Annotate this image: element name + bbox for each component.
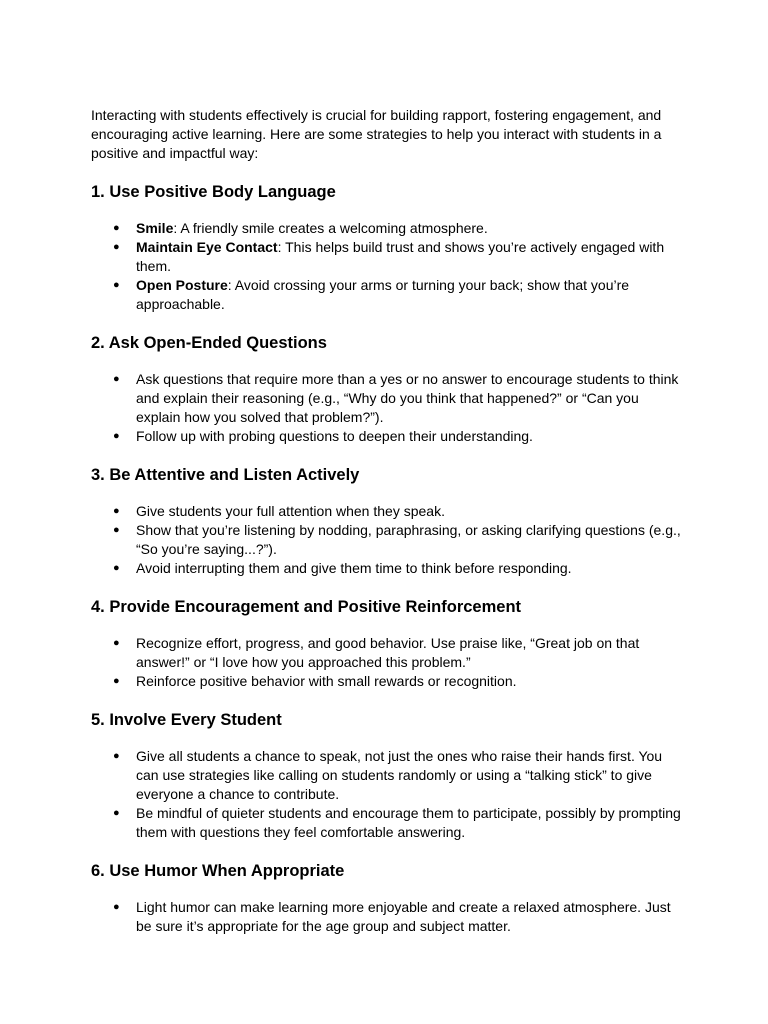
bullet-icon: ● <box>113 901 120 913</box>
list-item <box>91 502 681 521</box>
list-item <box>91 672 681 691</box>
item-text: Be mindful of quieter students and encourage them to participate, possibly by prompting them with questions they feel comfortable answering. <box>136 805 681 840</box>
bullet-list <box>91 502 681 578</box>
list-item <box>91 521 681 559</box>
bullet-list <box>91 370 681 446</box>
list-item <box>91 238 681 276</box>
bullet-icon: ● <box>113 750 120 762</box>
bullet-icon: ● <box>113 222 120 234</box>
item-text: Follow up with probing questions to deepen their understanding. <box>136 428 533 444</box>
item-term: Smile <box>136 220 174 236</box>
item-term: Open Posture <box>136 277 228 293</box>
bullet-icon: ● <box>113 373 120 385</box>
bullet-list <box>91 747 681 842</box>
section-heading: 1. Use Positive Body Language <box>91 183 336 201</box>
bullet-list <box>91 898 681 936</box>
list-item <box>91 276 681 314</box>
list-item <box>91 804 681 842</box>
bullet-icon: ● <box>113 430 120 442</box>
list-item <box>91 427 681 446</box>
bullet-list <box>91 219 681 314</box>
item-text: Give students your full attention when they speak. <box>136 503 445 519</box>
bullet-list <box>91 634 681 691</box>
item-text: : A friendly smile creates a welcoming atmosphere. <box>173 220 488 236</box>
item-text: Give all students a chance to speak, not just the ones who raise their hands first. You can use strategies like calling on students randomly or using a “talking stick” to give everyone a chance to contribute. <box>136 748 663 802</box>
bullet-icon: ● <box>113 505 120 517</box>
list-item <box>91 219 681 238</box>
item-text: : This helps build trust and shows you’re actively engaged with them. <box>136 239 665 274</box>
bullet-icon: ● <box>113 279 120 291</box>
list-item <box>91 370 681 427</box>
list-item <box>91 559 681 578</box>
bullet-icon: ● <box>113 241 120 253</box>
section-heading: 3. Be Attentive and Listen Actively <box>91 466 360 484</box>
item-text: : Avoid crossing your arms or turning your back; show that you’re approachable. <box>136 277 630 312</box>
item-text: Recognize effort, progress, and good behavior. Use praise like, “Great job on that answer!” or “I love how you approached this problem.” <box>136 635 640 670</box>
list-item <box>91 634 681 672</box>
list-item <box>91 898 681 936</box>
document-body <box>91 106 681 936</box>
list-item <box>91 747 681 804</box>
section-heading: 5. Involve Every Student <box>91 711 282 729</box>
intro-paragraph: Interacting with students effectively is crucial for building rapport, fostering engagement, and encouraging active learning. Here are some strategies to help you interact with students in a positive and impactful way: <box>91 107 662 161</box>
section-heading: 2. Ask Open-Ended Questions <box>91 334 327 352</box>
section-heading: 6. Use Humor When Appropriate <box>91 862 345 880</box>
bullet-icon: ● <box>113 637 120 649</box>
bullet-icon: ● <box>113 675 120 687</box>
section-heading: 4. Provide Encouragement and Positive Reinforcement <box>91 598 522 616</box>
sections-container <box>91 182 681 936</box>
item-text: Ask questions that require more than a yes or no answer to encourage students to think and explain their reasoning (e.g., “Why do you think that happened?” or “Can you explain how you solved that problem?”). <box>136 371 679 425</box>
bullet-icon: ● <box>113 807 120 819</box>
item-text: Reinforce positive behavior with small rewards or recognition. <box>136 673 517 689</box>
bullet-icon: ● <box>113 562 120 574</box>
item-text: Avoid interrupting them and give them time to think before responding. <box>136 560 572 576</box>
item-term: Maintain Eye Contact <box>136 239 278 255</box>
item-text: Light humor can make learning more enjoyable and create a relaxed atmosphere. Just be sure it’s appropriate for the age group and subject matter. <box>136 899 671 934</box>
item-text: Show that you’re listening by nodding, paraphrasing, or asking clarifying questions (e.g., “So you’re saying...?”). <box>136 522 681 557</box>
bullet-icon: ● <box>113 524 120 536</box>
